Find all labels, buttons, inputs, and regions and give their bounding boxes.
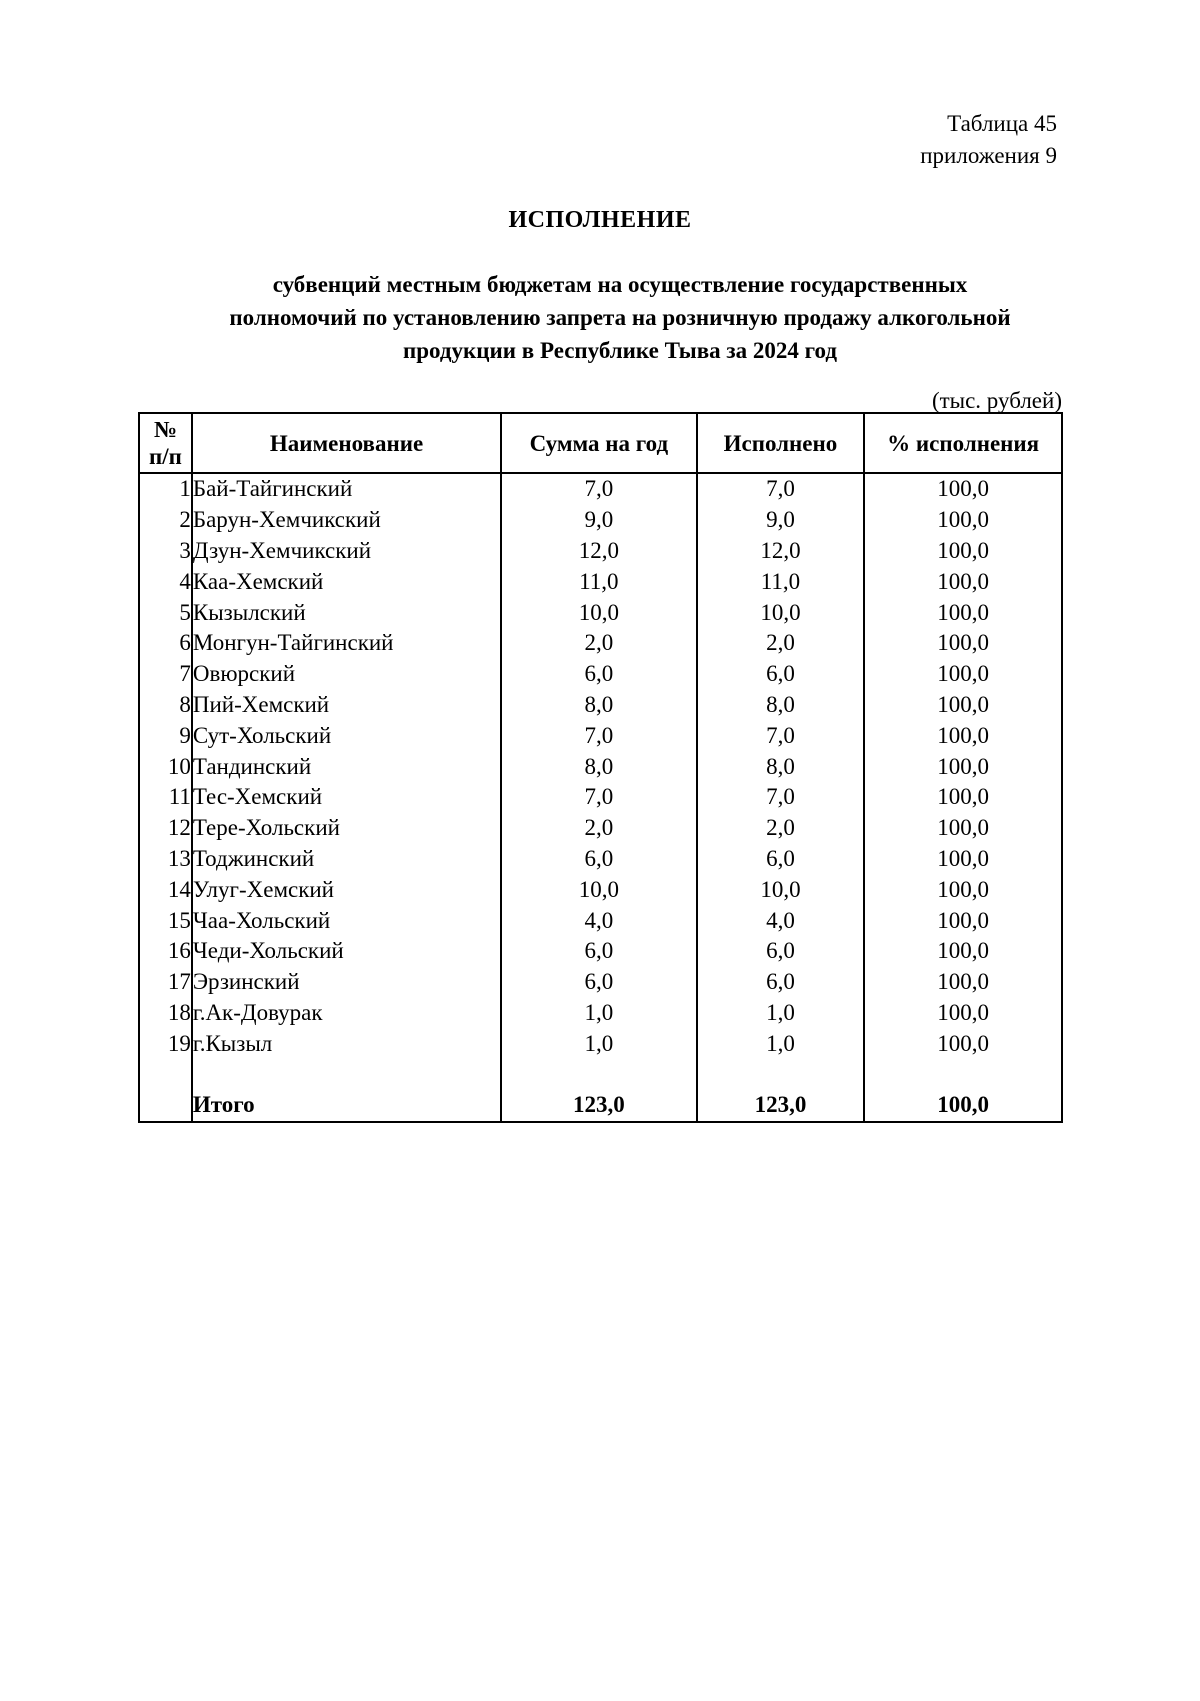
row-execution-percent: 100,0 [864, 967, 1062, 998]
table-row [139, 690, 1062, 721]
table-row [139, 597, 1062, 628]
row-name: Эрзинский [192, 967, 501, 998]
row-executed: 10,0 [697, 597, 865, 628]
table-row [139, 628, 1062, 659]
row-name: Дзун-Хемчикский [192, 536, 501, 567]
row-execution-percent: 100,0 [864, 566, 1062, 597]
row-name: Улуг-Хемский [192, 874, 501, 905]
row-annual-sum: 4,0 [501, 905, 696, 936]
row-execution-percent: 100,0 [864, 505, 1062, 536]
total-annual-sum: 123,0 [501, 1090, 696, 1122]
header-name: Наименование [192, 413, 501, 473]
table-reference-number: Таблица 45 [947, 111, 1057, 136]
row-name: Чаа-Хольский [192, 905, 501, 936]
row-execution-percent: 100,0 [864, 751, 1062, 782]
subtitle-line-2: полномочий по установлению запрета на розничную продажу алкогольной [229, 305, 1011, 330]
row-executed: 6,0 [697, 936, 865, 967]
table-row [139, 566, 1062, 597]
row-annual-sum: 2,0 [501, 628, 696, 659]
row-annual-sum: 11,0 [501, 566, 696, 597]
row-name: Пий-Хемский [192, 690, 501, 721]
header-number-sign: № [153, 417, 177, 442]
table-row [139, 659, 1062, 690]
table-reference [920, 108, 1057, 172]
row-number: 17 [139, 967, 192, 998]
row-name: Тере-Хольский [192, 813, 501, 844]
row-number: 1 [139, 473, 192, 505]
row-name: г.Ак-Довурак [192, 998, 501, 1029]
row-executed: 4,0 [697, 905, 865, 936]
row-number: 6 [139, 628, 192, 659]
table-row [139, 1028, 1062, 1059]
row-number: 14 [139, 874, 192, 905]
row-number: 18 [139, 998, 192, 1029]
row-annual-sum: 1,0 [501, 1028, 696, 1059]
row-number: 4 [139, 566, 192, 597]
spacer-cell [697, 1059, 865, 1090]
row-name: Бай-Тайгинский [192, 473, 501, 505]
header-executed: Исполнено [697, 413, 865, 473]
document-subtitle [180, 268, 1060, 367]
row-annual-sum: 6,0 [501, 936, 696, 967]
row-execution-percent: 100,0 [864, 905, 1062, 936]
total-number [139, 1090, 192, 1122]
spacer-cell [864, 1059, 1062, 1090]
row-executed: 8,0 [697, 690, 865, 721]
row-executed: 7,0 [697, 782, 865, 813]
total-row [139, 1090, 1062, 1122]
table-row [139, 967, 1062, 998]
row-number: 7 [139, 659, 192, 690]
row-execution-percent: 100,0 [864, 659, 1062, 690]
row-executed: 2,0 [697, 813, 865, 844]
table-header [139, 413, 1062, 473]
table-row [139, 473, 1062, 505]
row-number: 3 [139, 536, 192, 567]
row-executed: 9,0 [697, 505, 865, 536]
row-executed: 11,0 [697, 566, 865, 597]
row-execution-percent: 100,0 [864, 844, 1062, 875]
row-execution-percent: 100,0 [864, 690, 1062, 721]
table-row [139, 751, 1062, 782]
row-name: Сут-Хольский [192, 720, 501, 751]
units-note: (тыс. рублей) [931, 388, 1062, 413]
subtitle-line-3: продукции в Республике Тыва за 2024 год [403, 338, 837, 363]
row-name: г.Кызыл [192, 1028, 501, 1059]
row-execution-percent: 100,0 [864, 720, 1062, 751]
table-row [139, 998, 1062, 1029]
row-name: Кызылский [192, 597, 501, 628]
row-executed: 6,0 [697, 659, 865, 690]
spacer-cell [139, 1059, 192, 1090]
row-number: 11 [139, 782, 192, 813]
table-row [139, 936, 1062, 967]
row-annual-sum: 6,0 [501, 844, 696, 875]
row-executed: 1,0 [697, 998, 865, 1029]
header-number-abbrev: п/п [148, 444, 182, 469]
row-executed: 7,0 [697, 720, 865, 751]
table-row [139, 874, 1062, 905]
row-annual-sum: 6,0 [501, 659, 696, 690]
row-annual-sum: 8,0 [501, 690, 696, 721]
table-row [139, 782, 1062, 813]
row-annual-sum: 1,0 [501, 998, 696, 1029]
table-reference-appendix: приложения 9 [920, 143, 1057, 168]
subtitle-line-1: субвенций местным бюджетам на осуществление государственных [272, 272, 968, 297]
row-annual-sum: 10,0 [501, 874, 696, 905]
spacer-cell [501, 1059, 696, 1090]
row-execution-percent: 100,0 [864, 1028, 1062, 1059]
document-title: ИСПОЛНЕНИЕ [508, 207, 692, 233]
row-name: Каа-Хемский [192, 566, 501, 597]
total-executed: 123,0 [697, 1090, 865, 1122]
table-row [139, 844, 1062, 875]
row-number: 2 [139, 505, 192, 536]
row-annual-sum: 8,0 [501, 751, 696, 782]
spacer-cell [192, 1059, 501, 1090]
row-executed: 7,0 [697, 473, 865, 505]
row-execution-percent: 100,0 [864, 597, 1062, 628]
row-executed: 6,0 [697, 967, 865, 998]
row-execution-percent: 100,0 [864, 813, 1062, 844]
row-executed: 12,0 [697, 536, 865, 567]
row-number: 8 [139, 690, 192, 721]
table-body [139, 473, 1062, 1122]
header-number [139, 413, 192, 473]
total-execution-percent: 100,0 [864, 1090, 1062, 1122]
row-execution-percent: 100,0 [864, 782, 1062, 813]
row-name: Тес-Хемский [192, 782, 501, 813]
header-annual-sum: Сумма на год [501, 413, 696, 473]
table-row [139, 720, 1062, 751]
row-name: Овюрский [192, 659, 501, 690]
row-executed: 1,0 [697, 1028, 865, 1059]
row-execution-percent: 100,0 [864, 628, 1062, 659]
row-annual-sum: 7,0 [501, 782, 696, 813]
row-executed: 10,0 [697, 874, 865, 905]
row-execution-percent: 100,0 [864, 936, 1062, 967]
execution-table [138, 412, 1063, 1123]
row-name: Тандинский [192, 751, 501, 782]
row-annual-sum: 7,0 [501, 720, 696, 751]
table-row [139, 505, 1062, 536]
row-execution-percent: 100,0 [864, 998, 1062, 1029]
row-number: 9 [139, 720, 192, 751]
row-name: Тоджинский [192, 844, 501, 875]
spacer-row [139, 1059, 1062, 1090]
row-annual-sum: 12,0 [501, 536, 696, 567]
row-name: Барун-Хемчикский [192, 505, 501, 536]
header-execution-percent: % исполнения [864, 413, 1062, 473]
row-number: 10 [139, 751, 192, 782]
row-execution-percent: 100,0 [864, 473, 1062, 505]
row-number: 12 [139, 813, 192, 844]
row-annual-sum: 10,0 [501, 597, 696, 628]
table-row [139, 905, 1062, 936]
row-execution-percent: 100,0 [864, 536, 1062, 567]
table-row [139, 813, 1062, 844]
row-execution-percent: 100,0 [864, 874, 1062, 905]
row-annual-sum: 6,0 [501, 967, 696, 998]
row-executed: 6,0 [697, 844, 865, 875]
row-number: 19 [139, 1028, 192, 1059]
total-label: Итого [192, 1090, 501, 1122]
header-row [139, 413, 1062, 473]
row-number: 5 [139, 597, 192, 628]
row-executed: 2,0 [697, 628, 865, 659]
table-row [139, 536, 1062, 567]
row-number: 16 [139, 936, 192, 967]
row-annual-sum: 9,0 [501, 505, 696, 536]
row-name: Монгун-Тайгинский [192, 628, 501, 659]
row-number: 13 [139, 844, 192, 875]
row-annual-sum: 2,0 [501, 813, 696, 844]
row-name: Чеди-Хольский [192, 936, 501, 967]
row-annual-sum: 7,0 [501, 473, 696, 505]
row-number: 15 [139, 905, 192, 936]
row-executed: 8,0 [697, 751, 865, 782]
